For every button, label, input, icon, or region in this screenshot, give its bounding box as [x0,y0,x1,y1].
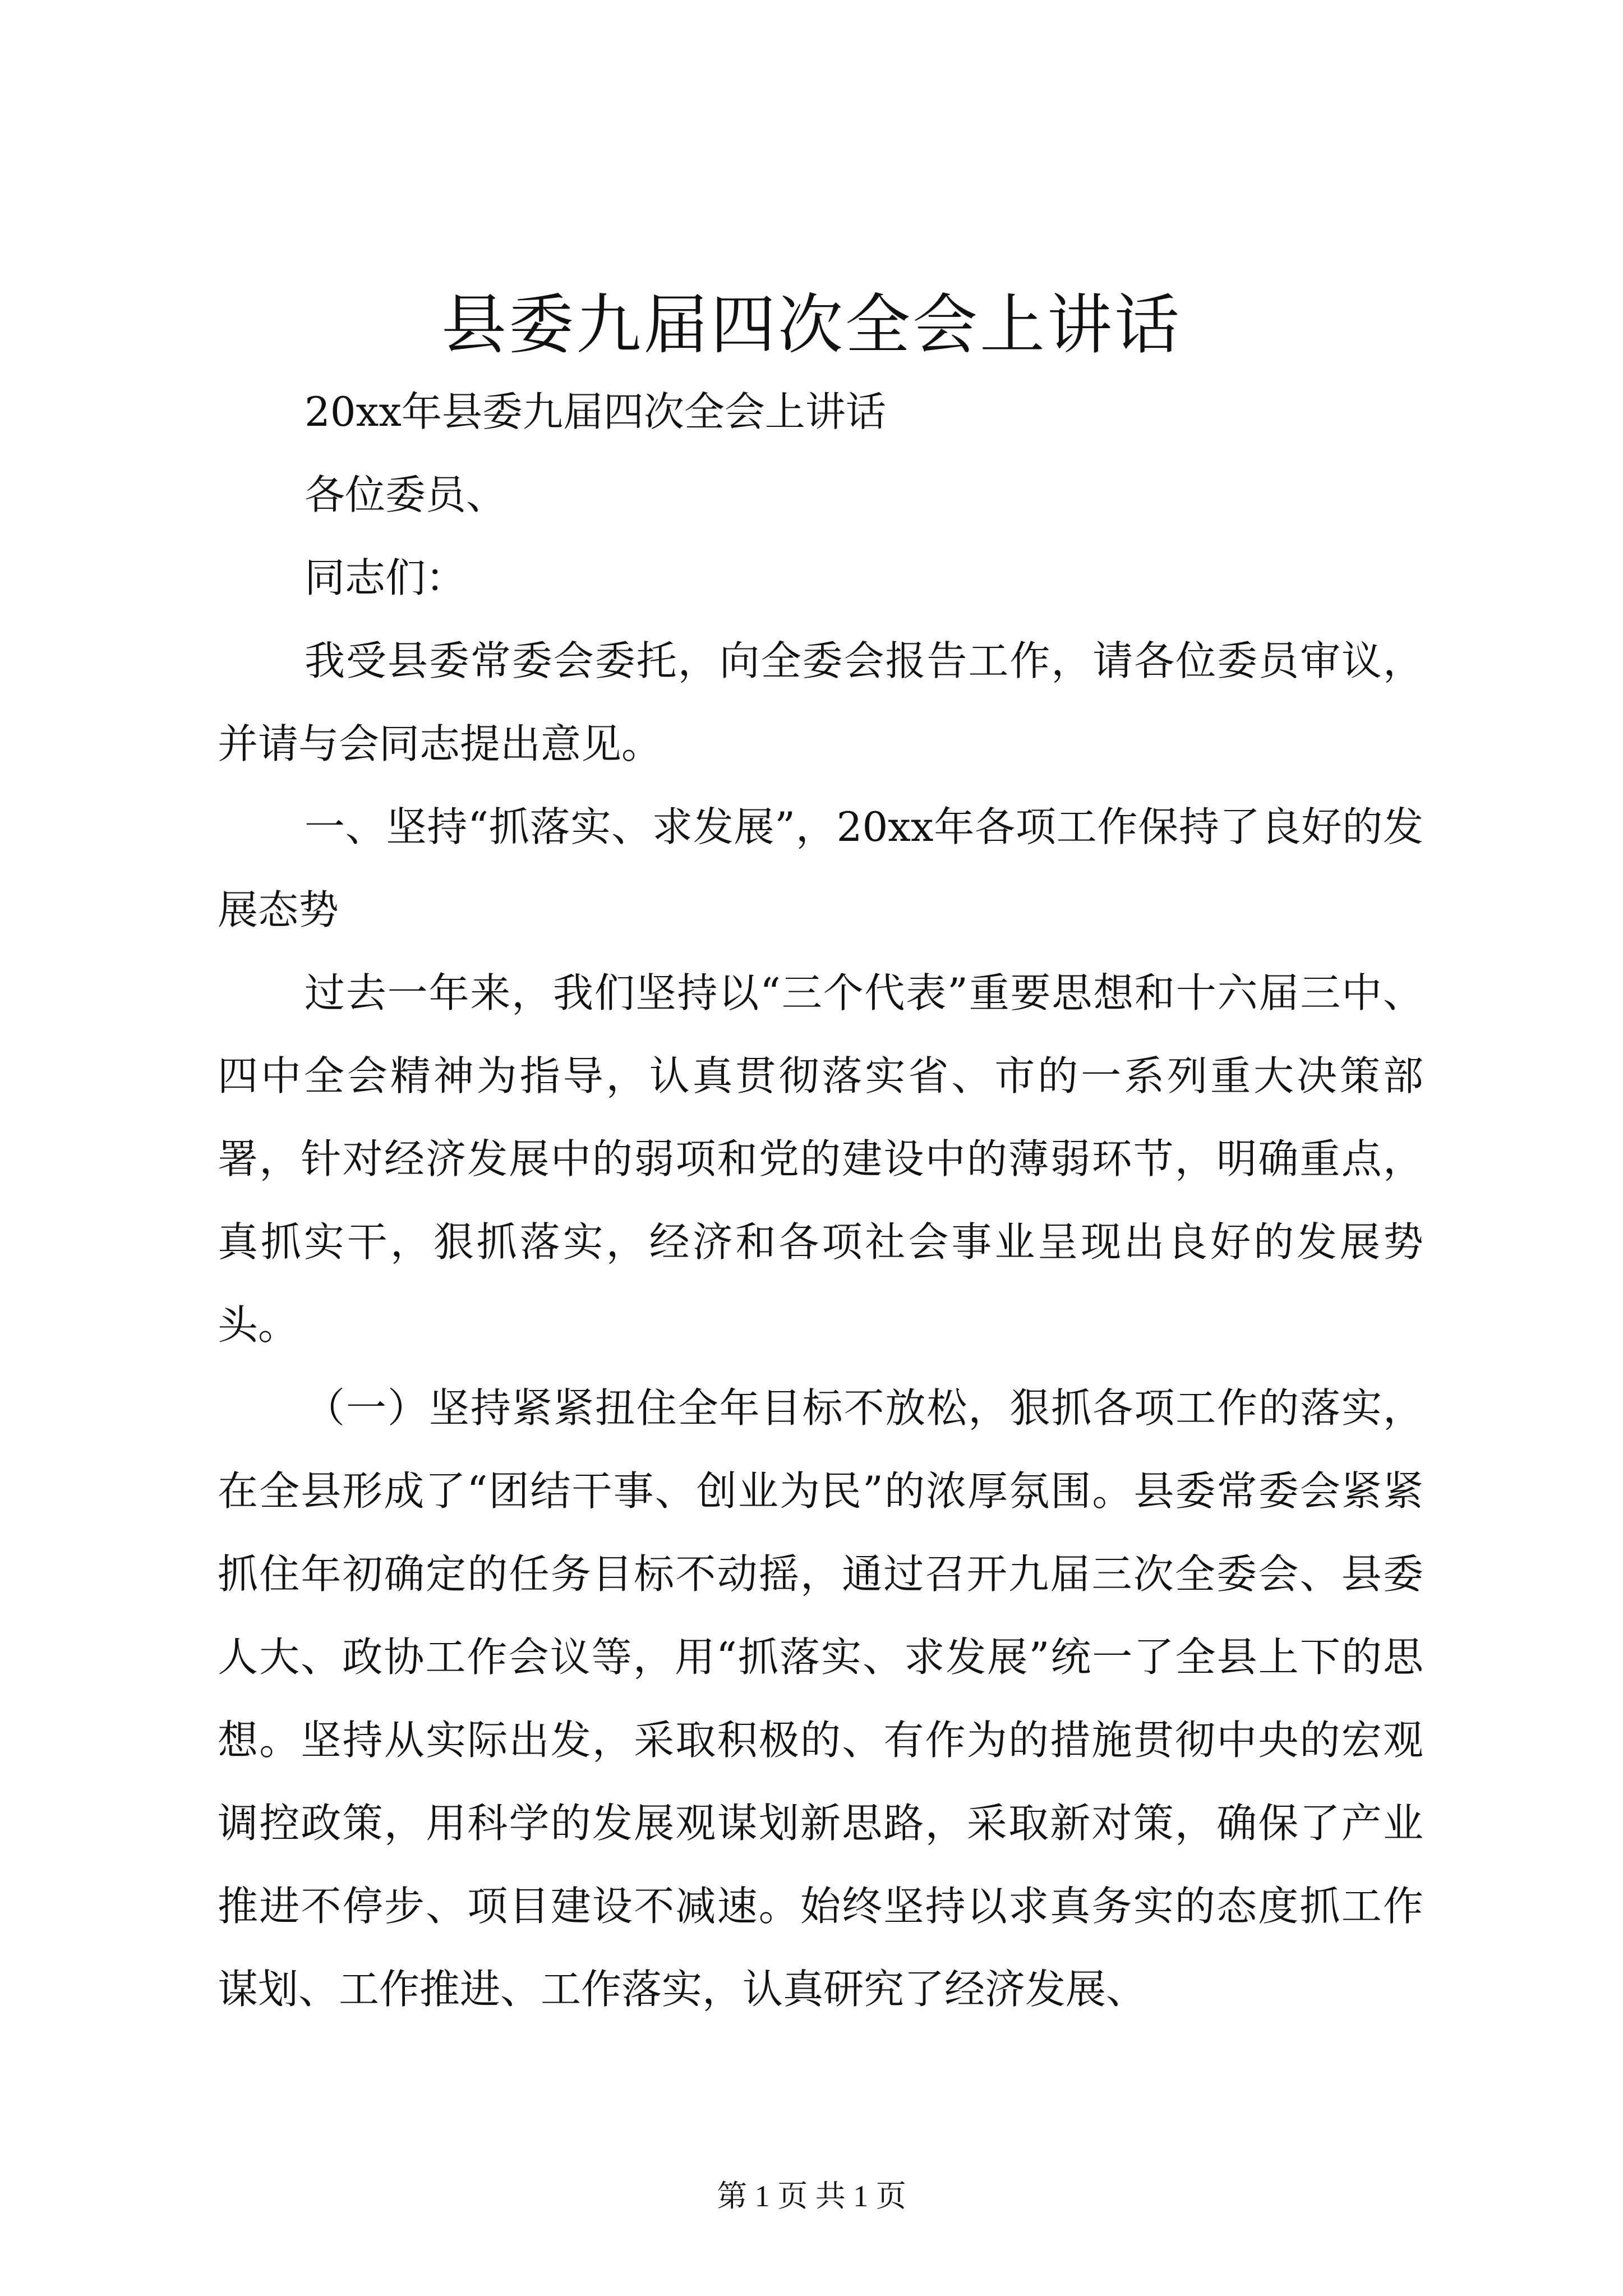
paragraph-salutation-1: 各位委员、 [305,471,507,518]
paragraph-section-heading-1: 一、坚持“抓落实、求发展”，20xx年各项工作保持了良好的发展态势 [218,803,1423,933]
document-body [218,370,1423,2031]
paragraph-item-1: （一）坚持紧紧扭住全年目标不放松，狠抓各项工作的落实，在全县形成了“团结干事、创业为民”的浓厚氛围。县委常委会紧紧抓住年初确定的任务目标不动摇，通过召开九届三次全委会、县委人大、政协工作会议等，用“抓落实、求发展”统一了全县上下的思想。坚持从实际出发，采取积极的、有作为的措施贯彻中央的宏观调控政策，用科学的发展观谋划新思路，采取新对策，确保了产业推进不停步、项目建设不减速。始终坚持以求真务实的态度抓工作谋划、工作推进、工作落实，认真研究了经济发展、 [218,1384,1423,2013]
paragraph-review: 过去一年来，我们坚持以“三个代表”重要思想和十六届三中、四中全会精神为指导，认真贯彻落实省、市的一系列重大决策部署，针对经济发展中的弱项和党的建设中的薄弱环节，明确重点，真抓实干，狠抓落实，经济和各项社会事业呈现出良好的发展势头。 [218,969,1423,1349]
document-title: 县委九届四次全会上讲话 [441,287,1182,363]
paragraph-intro: 我受县委常委会委托，向全委会报告工作，请各位委员审议，并请与会同志提出意见。 [218,637,1423,767]
paragraph-subtitle: 20xx年县委九届四次全会上讲话 [305,388,886,435]
page-footer: 第 1 页 共 1 页 [717,2179,906,2213]
paragraph-salutation-2: 同志们： [305,554,467,601]
